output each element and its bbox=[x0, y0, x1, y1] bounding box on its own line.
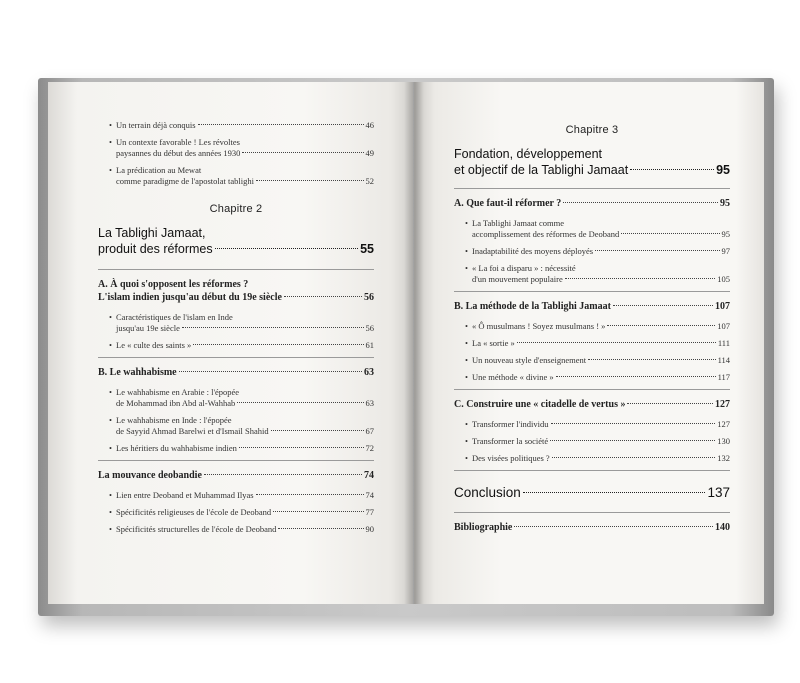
left-toc bbox=[98, 120, 374, 541]
toc-item: • Un contexte favorable ! Les révoltes paysannes du début des années 1930 49 bbox=[98, 137, 374, 159]
chapter-title: Fondation, développement et objectif de la Tablighi Jamaat 95 bbox=[454, 147, 730, 177]
intro-bullets bbox=[98, 120, 374, 187]
book-gutter bbox=[404, 82, 424, 604]
right-page bbox=[414, 82, 764, 604]
chapter-label: Chapitre 2 bbox=[209, 203, 263, 215]
section-items bbox=[454, 218, 730, 285]
section-items bbox=[454, 321, 730, 383]
toc-item: • La prédication au Mewat comme paradigme de l'apostolat tablighi 52 bbox=[98, 165, 374, 187]
toc-item: • « Ô musulmans ! Soyez musulmans ! » 107 bbox=[454, 321, 730, 332]
divider bbox=[454, 188, 730, 189]
toc-item: • Le wahhabisme en Inde : l'épopée de Sayyid Ahmad Barelwi et d'Ismail Shahid 67 bbox=[98, 415, 374, 437]
toc-item: • Caractéristiques de l'islam en Inde jusqu'au 19e siècle 56 bbox=[98, 312, 374, 334]
toc-item: • Un nouveau style d'enseignement 114 bbox=[454, 355, 730, 366]
section-items bbox=[98, 387, 374, 454]
conclusion-entry: Conclusion 137 bbox=[454, 485, 730, 500]
toc-item: • Une méthode « divine » 117 bbox=[454, 372, 730, 383]
section-items bbox=[98, 490, 374, 535]
divider bbox=[98, 269, 374, 270]
toc-item: • Spécificités religieuses de l'école de Deoband 77 bbox=[98, 507, 374, 518]
toc-item: • La « sortie » 111 bbox=[454, 338, 730, 349]
toc-item: • Transformer la société 130 bbox=[454, 436, 730, 447]
section-heading: B. La méthode de la Tablighi Jamaat 107 bbox=[454, 301, 730, 312]
divider bbox=[454, 512, 730, 513]
toc-item: • Les héritiers du wahhabisme indien 72 bbox=[98, 443, 374, 454]
toc-item: • La Tablighi Jamaat comme accomplissement des réformes de Deoband 95 bbox=[454, 218, 730, 240]
section-items bbox=[454, 419, 730, 464]
open-book bbox=[32, 74, 774, 616]
toc-item: • Spécificités structurelles de l'école de Deoband 90 bbox=[98, 524, 374, 535]
chapter-title: La Tablighi Jamaat, produit des réformes 55 bbox=[98, 226, 374, 256]
bibliography-entry: Bibliographie 140 bbox=[454, 522, 730, 533]
left-page bbox=[48, 82, 413, 604]
toc-item: • Le « culte des saints » 61 bbox=[98, 340, 374, 351]
toc-item: • Le wahhabisme en Arabie : l'épopée de Mohammad ibn Abd al-Wahhab 63 bbox=[98, 387, 374, 409]
section-heading: B. Le wahhabisme 63 bbox=[98, 367, 374, 378]
toc-item: • Un terrain déjà conquis 46 bbox=[98, 120, 374, 131]
section-heading: La mouvance deobandie 74 bbox=[98, 470, 374, 481]
right-toc bbox=[454, 124, 730, 534]
divider bbox=[454, 389, 730, 390]
section-heading: A. À quoi s'opposent les réformes ? L'islam indien jusqu'au début du 19e siècle 56 bbox=[98, 279, 374, 303]
section-heading: A. Que faut-il réformer ? 95 bbox=[454, 198, 730, 209]
toc-item: • Transformer l'individu 127 bbox=[454, 419, 730, 430]
section-items bbox=[98, 312, 374, 351]
divider bbox=[454, 291, 730, 292]
divider bbox=[454, 470, 730, 471]
toc-item: • Lien entre Deoband et Muhammad Ilyas 74 bbox=[98, 490, 374, 501]
divider bbox=[98, 460, 374, 461]
chapter-label: Chapitre 3 bbox=[565, 124, 619, 136]
toc-item: • Des visées politiques ? 132 bbox=[454, 453, 730, 464]
toc-item: • « La foi a disparu » : nécessité d'un mouvement populaire 105 bbox=[454, 263, 730, 285]
toc-item: • Inadaptabilité des moyens déployés 97 bbox=[454, 246, 730, 257]
divider bbox=[98, 357, 374, 358]
section-heading: C. Construire une « citadelle de vertus » 127 bbox=[454, 399, 730, 410]
